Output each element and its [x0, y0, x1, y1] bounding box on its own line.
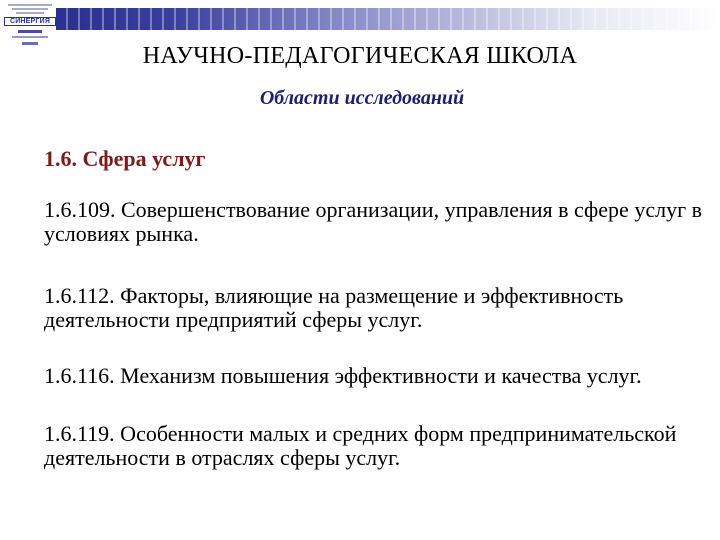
logo-wordmark: СИНЕРГИЯ [4, 17, 56, 26]
research-item: 1.6.109. Совершенствование организации, управления в сфере услуг в условиях рынка. [44, 197, 702, 246]
section-heading: 1.6. Сфера услуг [44, 146, 206, 171]
logo-line [8, 4, 52, 6]
header-band [56, 8, 720, 30]
logo-line [16, 12, 44, 14]
research-item: 1.6.112. Факторы, влияющие на размещение и эффективность деятельности предприятий сферы услуг. [44, 283, 624, 332]
slide-subtitle: Области исследований [259, 87, 465, 109]
slide-title: НАУЧНО-ПЕДАГОГИЧЕСКАЯ ШКОЛА [142, 43, 578, 69]
logo-line [12, 8, 48, 10]
logo-line [18, 30, 42, 33]
research-item: 1.6.116. Механизм повышения эффективности и качества услуг. [44, 363, 642, 388]
header-band-pattern [56, 8, 720, 30]
logo-line [12, 36, 48, 38]
research-item: 1.6.119. Особенности малых и средних форм предпринимательской деятельности в отраслях сферы услуг. [44, 421, 677, 470]
